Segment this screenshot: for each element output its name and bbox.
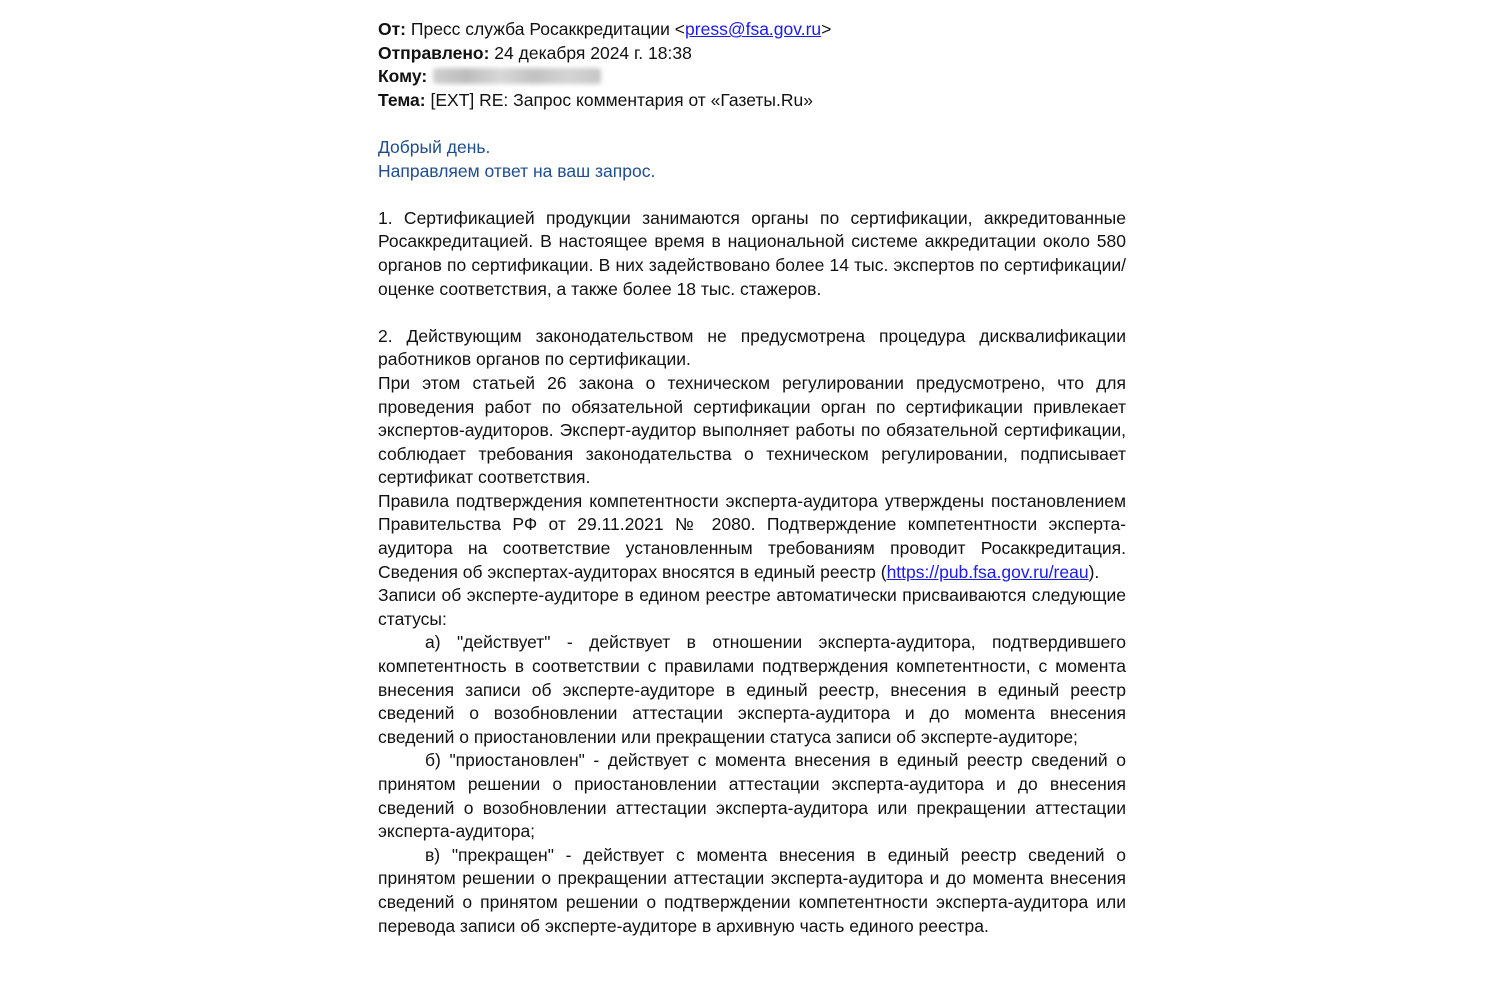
paragraph-3: При этом статьей 26 закона о техническом регулировании предусмотрено, что для проведения работ по обязательной сертификации орган по сертификации привлекает экспертов-аудиторов. Эксперт-аудитор выполняет работы по обязательной сертификации, соблюдает требования законодательства о техническом регулировании, подписывает сертификат соответствия. <box>378 372 1126 488</box>
sent-label: Отправлено: <box>378 42 490 63</box>
subject-value: [EXT] RE: Запрос комментария от «Газеты.Ru» <box>430 89 813 110</box>
paragraph-4-end: ). <box>1088 561 1100 582</box>
paragraph-4-text: Правила подтверждения компетентности эксперта-аудитора утверждены постановлением Правительства РФ от 29.11.2021 № 2080. Подтверждение компетентности эксперта-аудитора на соответствие установленным требованиям проводит Росаккредитация. Сведения об экспертах-аудиторах вносятся в единый реестр ( <box>378 490 1126 582</box>
status-item-c: в) "прекращен" - действует с момента внесения в единый реестр сведений о принятом решении о прекращении аттестации эксперта-аудитора и до момента внесения сведений о принятом решении о подтверждении компетентности эксперта-аудитора или перевода записи об эксперте-аудиторе в архивную часть единого реестра. <box>378 844 1126 936</box>
redacted-recipient <box>433 68 601 84</box>
spacer <box>378 112 1126 136</box>
status-item-b: б) "приостановлен" - действует с момента внесения в единый реестр сведений о принятом решении о приостановлении аттестации эксперта-аудитора и до внесения сведений о возобновлении аттестации эксперта-аудитора или прекращении аттестации эксперта-аудитора; <box>378 750 1126 842</box>
paragraph-5: Записи об эксперте-аудиторе в едином реестре автоматически присваиваются следующие статусы: <box>378 585 1126 629</box>
from-line <box>378 18 1126 42</box>
greeting-line-1: Добрый день. <box>378 136 491 157</box>
paragraph-4 <box>378 490 1126 584</box>
sent-line <box>378 42 1126 66</box>
from-label: От: <box>378 19 407 39</box>
greeting-line-2: Направляем ответ на ваш запрос. <box>378 160 656 181</box>
status-item-a: а) "действует" - действует в отношении эксперта-аудитора, подтвердившего компетентность в соответствии с правилами подтверждения компетентности, с момента внесения записи об эксперте-аудиторе в единый реестр, внесения в единый реестр сведений о возобновлении аттестации эксперта-аудитора и до момента внесения сведений о приостановлении или прекращении статуса записи об эксперте-аудиторе; <box>378 632 1126 747</box>
from-name: Пресс служба Росаккредитации < <box>410 19 686 39</box>
to-label: Кому: <box>378 66 428 87</box>
email-document <box>378 18 1126 938</box>
subject-line <box>378 89 1126 113</box>
sent-value: 24 декабря 2024 г. 18:38 <box>494 42 692 63</box>
spacer <box>378 183 1126 207</box>
registry-link[interactable]: https://pub.fsa.gov.ru/reau <box>886 561 1089 582</box>
subject-label: Тема: <box>378 89 426 110</box>
spacer <box>378 301 1126 325</box>
from-close: > <box>821 19 832 39</box>
to-line <box>378 65 1126 89</box>
from-email-link[interactable]: press@fsa.gov.ru <box>685 19 822 39</box>
paragraph-2: 2. Действующим законодательством не предусмотрена процедура дисквалификации работников органов по сертификации. <box>378 325 1126 370</box>
paragraph-1: 1. Сертификацией продукции занимаются органы по сертификации, аккредитованные Росаккредитацией. В настоящее время в национальной системе аккредитации около 580 органов по сертификации. В них задействовано более 14 тыс. экспертов по сертификации/оценке соответствия, а также более 18 тыс. стажеров. <box>378 207 1126 299</box>
